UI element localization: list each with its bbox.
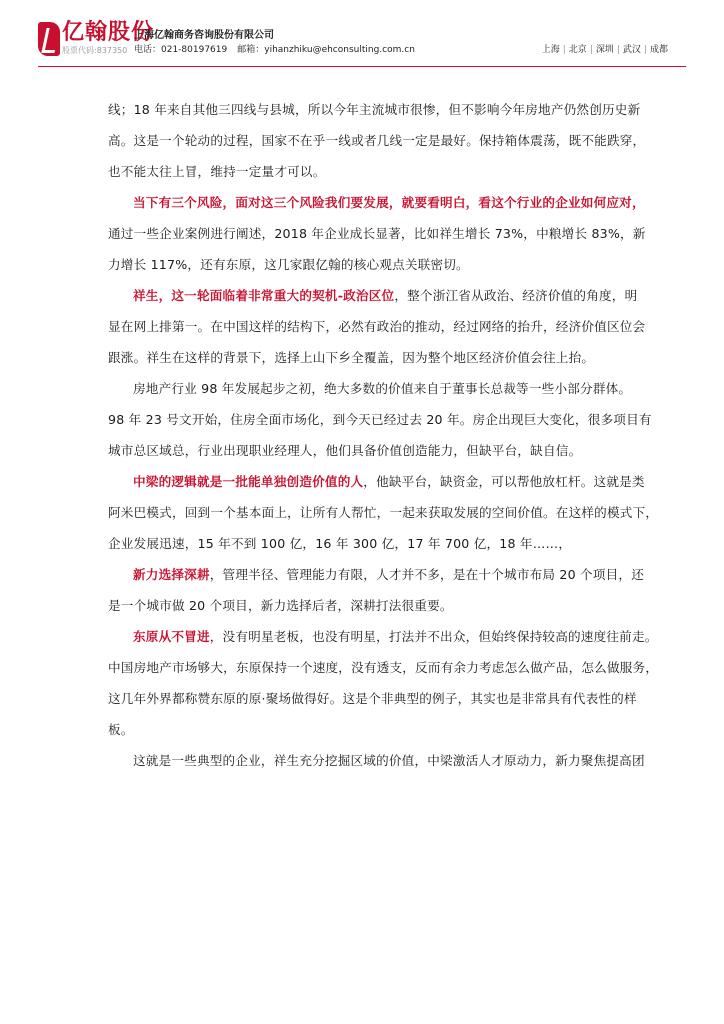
text-line: 这几年外界都称赞东原的原·聚场做得好。这是个非典型的例子，其实也是非常具有代表性的样 [108, 691, 637, 706]
text-line: 通过一些企业案例进行阐述，2018 年企业成长显著，比如祥生增长 73%，中粮增长 83%，新 [108, 226, 646, 241]
text-line [108, 280, 638, 311]
text-line: 房地产行业 98 年发展起步之初，绝大多数的价值来自于董事长总裁等一些小部分群体。 [133, 381, 632, 396]
text-line: 98 年 23 号文开始，住房全面市场化，到今天已经过去 20 年。房企出现巨大变化，很多项目有 [108, 412, 652, 427]
company-logo-icon [38, 22, 60, 56]
text-line: 中国房地产市场够大，东原保持一个速度，没有透支，反而有余力考虑怎么做产品，怎么做服务， [108, 660, 659, 675]
stock-code: 股票代码:837350 [62, 46, 128, 55]
text-line: 城市总区域总，行业出现职业经理人，他们具备价值创造能力，但缺平台，缺自信。 [108, 443, 582, 458]
page-header [0, 0, 724, 70]
city-item: 北京 [568, 45, 587, 55]
text-line: 板。 [108, 722, 134, 737]
phone-number: 电话：021-80197619 [134, 45, 228, 55]
highlight-text: 中梁的逻辑就是一批能单独创造价值的人 [133, 474, 364, 489]
text-run: ，管理半径、管理能力有限，人才并不多，是在十个城市布局 20 个项目，还 [209, 567, 644, 582]
text-line: 也不能太往上冒，维持一定量才可以。 [108, 164, 326, 179]
highlight-text: 当下有三个风险，面对这三个风险我们要发展，就要看明白，看这个行业的企业如何应对， [133, 195, 645, 210]
text-line: 线；18 年来自其他三四线与县城，所以今年主流城市很惨，但不影响今年房地产仍然创历史新 [108, 102, 641, 117]
text-line [108, 187, 645, 218]
city-item: 上海 [541, 45, 560, 55]
text-line [108, 621, 658, 652]
text-line: 企业发展迅速，15 年不到 100 亿，16 年 300 亿，17 年 700 亿，18 年……， [108, 536, 572, 551]
text-line: 高。这是一个轮动的过程，国家不在乎一线或者几线一定是最好。保持箱体震荡，既不能跌穿， [108, 133, 646, 148]
company-name: 上海亿翰商务咨询股份有限公司 [134, 30, 274, 41]
logo-text: 亿翰股份 [62, 20, 155, 45]
text-line: 是一个城市做 20 个项目，新力选择后者，深耕打法很重要。 [108, 598, 453, 613]
contact-info [134, 44, 415, 56]
highlight-text: 东原从不冒进 [133, 629, 210, 644]
document-body [108, 94, 659, 776]
office-cities: 上海 | 北京 | 深圳 | 武汉 | 成都 [541, 45, 668, 55]
text-line: 这就是一些典型的企业，祥生充分挖掘区域的价值，中梁激活人才原动力，新力聚焦提高团 [133, 753, 645, 768]
text-line [108, 559, 644, 590]
text-line: 力增长 117%，还有东原，这几家跟亿翰的核心观点关联密切。 [108, 257, 469, 272]
header-divider [38, 66, 686, 67]
text-run: ，没有明星老板，也没有明星，打法并不出众，但始终保持较高的速度往前走。 [209, 629, 658, 644]
text-line: 显在网上排第一。在中国这样的结构下，必然有政治的推动，经过网络的抬升，经济价值区位会 [108, 319, 646, 334]
city-item: 武汉 [622, 45, 641, 55]
text-run: ，整个浙江省从政治、经济价值的角度，明 [394, 288, 638, 303]
city-item: 深圳 [595, 45, 614, 55]
text-line: 跟涨。祥生在这样的背景下，选择上山下乡全覆盖，因为整个地区经济价值会往上抬。 [108, 350, 595, 365]
email-address: 邮箱：yihanzhiku@ehconsulting.com.cn [237, 45, 415, 55]
text-run: ，他缺平台，缺资金，可以帮他放杠杆。这就是类 [363, 474, 645, 489]
text-line [108, 466, 645, 497]
city-item: 成都 [649, 45, 668, 55]
highlight-text: 新力选择深耕 [133, 567, 210, 582]
text-line: 阿米巴模式，回到一个基本面上，让所有人帮忙，一起来获取发展的空间价值。在这样的模式下， [108, 505, 659, 520]
highlight-text: 祥生，这一轮面临着非常重大的契机-政治区位 [133, 288, 395, 303]
